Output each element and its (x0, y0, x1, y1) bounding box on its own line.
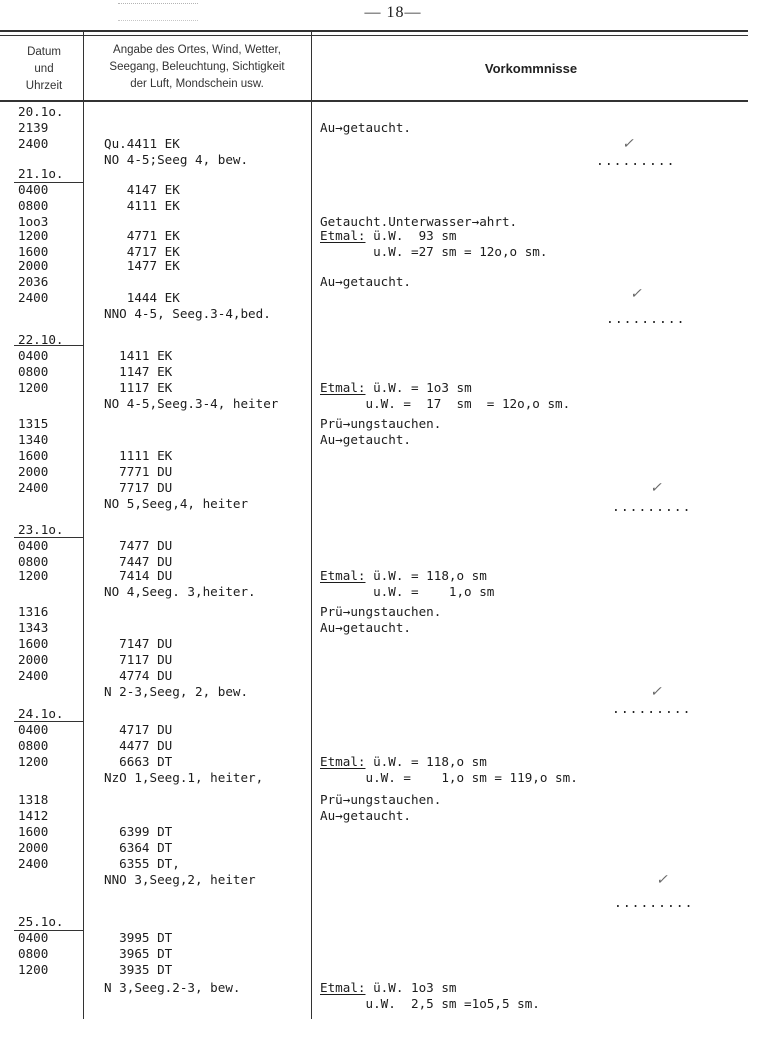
time-cell: 2000 (18, 840, 49, 855)
event-cell: Prü→ungstauchen. (320, 416, 442, 431)
log-row (0, 738, 760, 754)
log-row (0, 448, 760, 464)
header-location-weather-text: Angabe des Ortes, Wind, Wetter, Seegang, Beleuchtung, Sichtigkeit der Luft, Mondschein usw. (109, 44, 285, 90)
signature-dots: ......... (612, 702, 692, 717)
log-row (0, 604, 760, 620)
time-cell: 1200 (18, 228, 49, 243)
event-cell (320, 380, 472, 396)
etmal-label: Etmal: (320, 754, 366, 769)
log-row (0, 568, 760, 584)
event-cell: u.W. =27 sm = 12o,o sm. (320, 244, 548, 259)
top-rule-inner (0, 35, 748, 36)
log-row (0, 432, 760, 448)
signature-dots: ......... (606, 312, 686, 327)
position-weather-cell: N 3,Seeg.2-3, bew. (104, 980, 241, 995)
position-weather-cell: NO 4-5,Seeg.3-4, heiter (104, 396, 279, 411)
log-row (0, 416, 760, 432)
log-row (0, 332, 760, 348)
log-row (0, 480, 760, 496)
time-cell: 1316 (18, 604, 49, 619)
handwritten-initials: ✓ (622, 136, 634, 152)
position-weather-cell: 3965 DT (104, 946, 173, 961)
position-weather-cell: 1117 EK (104, 380, 173, 395)
log-row (0, 182, 760, 198)
header-location-weather (86, 42, 308, 93)
time-cell: 2400 (18, 668, 49, 683)
event-cell: u.W. = 17 sm = 12o,o sm. (320, 396, 571, 411)
time-cell: 1200 (18, 380, 49, 395)
handwritten-initials: ✓ (650, 684, 662, 700)
log-row (0, 636, 760, 652)
event-cell: Prü→ungstauchen. (320, 604, 442, 619)
time-cell: 1340 (18, 432, 49, 447)
log-row (0, 396, 760, 412)
time-cell: 0400 (18, 722, 49, 737)
time-cell: 0800 (18, 198, 49, 213)
position-weather-cell: 6364 DT (104, 840, 173, 855)
time-cell: 1600 (18, 824, 49, 839)
position-weather-cell: 7771 DU (104, 464, 173, 479)
position-weather-cell: 6399 DT (104, 824, 173, 839)
position-weather-cell: 6355 DT, (104, 856, 180, 871)
log-row (0, 136, 760, 152)
time-cell: 1oo3 (18, 214, 49, 229)
log-row (0, 930, 760, 946)
etmal-label: Etmal: (320, 228, 366, 243)
log-row (0, 856, 760, 872)
header-events (314, 60, 748, 77)
log-row (0, 808, 760, 824)
position-weather-cell: 7477 DU (104, 538, 173, 553)
position-weather-cell: 1477 EK (104, 258, 180, 273)
log-row (0, 946, 760, 962)
event-cell (320, 980, 457, 996)
log-row (0, 348, 760, 364)
log-row (0, 228, 760, 244)
position-weather-cell: 4717 EK (104, 244, 180, 259)
event-cell: u.W. = 1,o sm (320, 584, 495, 599)
position-weather-cell: 3935 DT (104, 962, 173, 977)
log-row (0, 380, 760, 396)
faded-stamp (118, 3, 198, 21)
time-cell: 2000 (18, 464, 49, 479)
time-cell: 0800 (18, 364, 49, 379)
position-weather-cell: NzO 1,Seeg.1, heiter, (104, 770, 264, 785)
time-cell: 1200 (18, 754, 49, 769)
handwritten-initials: ✓ (656, 872, 668, 888)
log-row (0, 684, 760, 700)
time-cell: 0800 (18, 554, 49, 569)
position-weather-cell: 7447 DU (104, 554, 173, 569)
position-weather-cell: 7147 DU (104, 636, 173, 651)
position-weather-cell: NO 4-5;Seeg 4, bew. (104, 152, 249, 167)
log-row (0, 668, 760, 684)
time-cell: 1318 (18, 792, 49, 807)
position-weather-cell: 3995 DT (104, 930, 173, 945)
event-cell: Au→getaucht. (320, 432, 411, 447)
log-row (0, 584, 760, 600)
time-cell: 24.1o. (18, 706, 64, 721)
log-row (0, 464, 760, 480)
signature-dots: ......... (614, 896, 694, 911)
log-row (0, 722, 760, 738)
time-cell: 0800 (18, 946, 49, 961)
log-row (0, 522, 760, 538)
position-weather-cell: Qu.4411 EK (104, 136, 180, 151)
page-number: — 18— (364, 4, 422, 21)
position-weather-cell: 4111 EK (104, 198, 180, 213)
etmal-values: ü.W. = 118,o sm (365, 568, 487, 583)
etmal-label: Etmal: (320, 380, 366, 395)
time-cell: 2000 (18, 652, 49, 667)
time-cell: 1315 (18, 416, 49, 431)
position-weather-cell: 4774 DU (104, 668, 173, 683)
signature-dots: ......... (612, 500, 692, 515)
log-row (0, 274, 760, 290)
position-weather-cell: NO 4,Seeg. 3,heiter. (104, 584, 256, 599)
position-weather-cell: 1147 EK (104, 364, 173, 379)
event-cell: Prü→ungstauchen. (320, 792, 442, 807)
log-row (0, 980, 760, 996)
time-cell: 2036 (18, 274, 49, 289)
position-weather-cell: 1444 EK (104, 290, 180, 305)
time-cell: 2400 (18, 290, 49, 305)
handwritten-initials: ✓ (630, 286, 642, 302)
time-cell: 2139 (18, 120, 49, 135)
log-row (0, 996, 760, 1012)
log-row (0, 872, 760, 888)
time-cell: 1600 (18, 636, 49, 651)
time-cell: 1412 (18, 808, 49, 823)
log-row (0, 364, 760, 380)
time-cell: 1343 (18, 620, 49, 635)
event-cell: Au→getaucht. (320, 808, 411, 823)
event-cell: Au→getaucht. (320, 120, 411, 135)
event-cell: Getaucht.Unterwasser→ahrt. (320, 214, 518, 229)
time-cell: 23.1o. (18, 522, 64, 537)
position-weather-cell: NO 5,Seeg,4, heiter (104, 496, 249, 511)
log-row (0, 840, 760, 856)
log-row (0, 198, 760, 214)
time-cell: 1600 (18, 448, 49, 463)
signature-dots: ......... (596, 154, 676, 169)
time-cell: 2400 (18, 480, 49, 495)
event-cell (320, 228, 457, 244)
log-row (0, 754, 760, 770)
time-cell: 1600 (18, 244, 49, 259)
time-cell: 1200 (18, 568, 49, 583)
position-weather-cell: 1111 EK (104, 448, 173, 463)
position-weather-cell: 1411 EK (104, 348, 173, 363)
etmal-values: ü.W. 1o3 sm (365, 980, 457, 995)
log-row (0, 824, 760, 840)
log-row (0, 914, 760, 930)
position-weather-cell: 6663 DT (104, 754, 173, 769)
etmal-label: Etmal: (320, 980, 366, 995)
log-row (0, 652, 760, 668)
event-cell (320, 568, 487, 584)
log-row (0, 792, 760, 808)
time-cell: 2400 (18, 856, 49, 871)
etmal-values: ü.W. = 118,o sm (365, 754, 487, 769)
header-events-text: Vorkommnisse (484, 61, 578, 76)
time-cell: 20.1o. (18, 104, 64, 119)
position-weather-cell: 4147 EK (104, 182, 180, 197)
log-row (0, 538, 760, 554)
time-cell: 0800 (18, 738, 49, 753)
position-weather-cell: 4771 EK (104, 228, 180, 243)
etmal-values: ü.W. = 1o3 sm (365, 380, 472, 395)
event-cell: u.W. = 1,o sm = 119,o sm. (320, 770, 578, 785)
time-cell: 2400 (18, 136, 49, 151)
log-row (0, 258, 760, 274)
event-cell: Au→getaucht. (320, 620, 411, 635)
event-cell (320, 754, 487, 770)
event-cell: u.W. 2,5 sm =1o5,5 sm. (320, 996, 540, 1011)
position-weather-cell: NNO 3,Seeg,2, heiter (104, 872, 256, 887)
log-row (0, 620, 760, 636)
etmal-values: ü.W. 93 sm (365, 228, 457, 243)
time-cell: 25.1o. (18, 914, 64, 929)
position-weather-cell: 7717 DU (104, 480, 173, 495)
event-cell: Au→getaucht. (320, 274, 411, 289)
time-cell: 0400 (18, 538, 49, 553)
time-cell: 0400 (18, 182, 49, 197)
log-row (0, 120, 760, 136)
log-row (0, 290, 760, 306)
position-weather-cell: 4717 DU (104, 722, 173, 737)
header-date-time-text: Datum und Uhrzeit (25, 46, 63, 92)
top-rule (0, 30, 748, 32)
time-cell: 0400 (18, 930, 49, 945)
time-cell: 1200 (18, 962, 49, 977)
log-row (0, 104, 760, 120)
position-weather-cell: NNO 4-5, Seeg.3-4,bed. (104, 306, 271, 321)
position-weather-cell: N 2-3,Seeg, 2, bew. (104, 684, 249, 699)
header-date-time (6, 44, 82, 95)
etmal-label: Etmal: (320, 568, 366, 583)
position-weather-cell: 7117 DU (104, 652, 173, 667)
time-cell: 0400 (18, 348, 49, 363)
header-bottom-rule (0, 100, 748, 102)
position-weather-cell: 7414 DU (104, 568, 173, 583)
handwritten-initials: ✓ (650, 480, 662, 496)
log-row (0, 770, 760, 786)
log-row (0, 962, 760, 978)
time-cell: 21.1o. (18, 166, 64, 181)
time-cell: 2000 (18, 258, 49, 273)
time-cell: 22.10. (18, 332, 64, 347)
position-weather-cell: 4477 DU (104, 738, 173, 753)
